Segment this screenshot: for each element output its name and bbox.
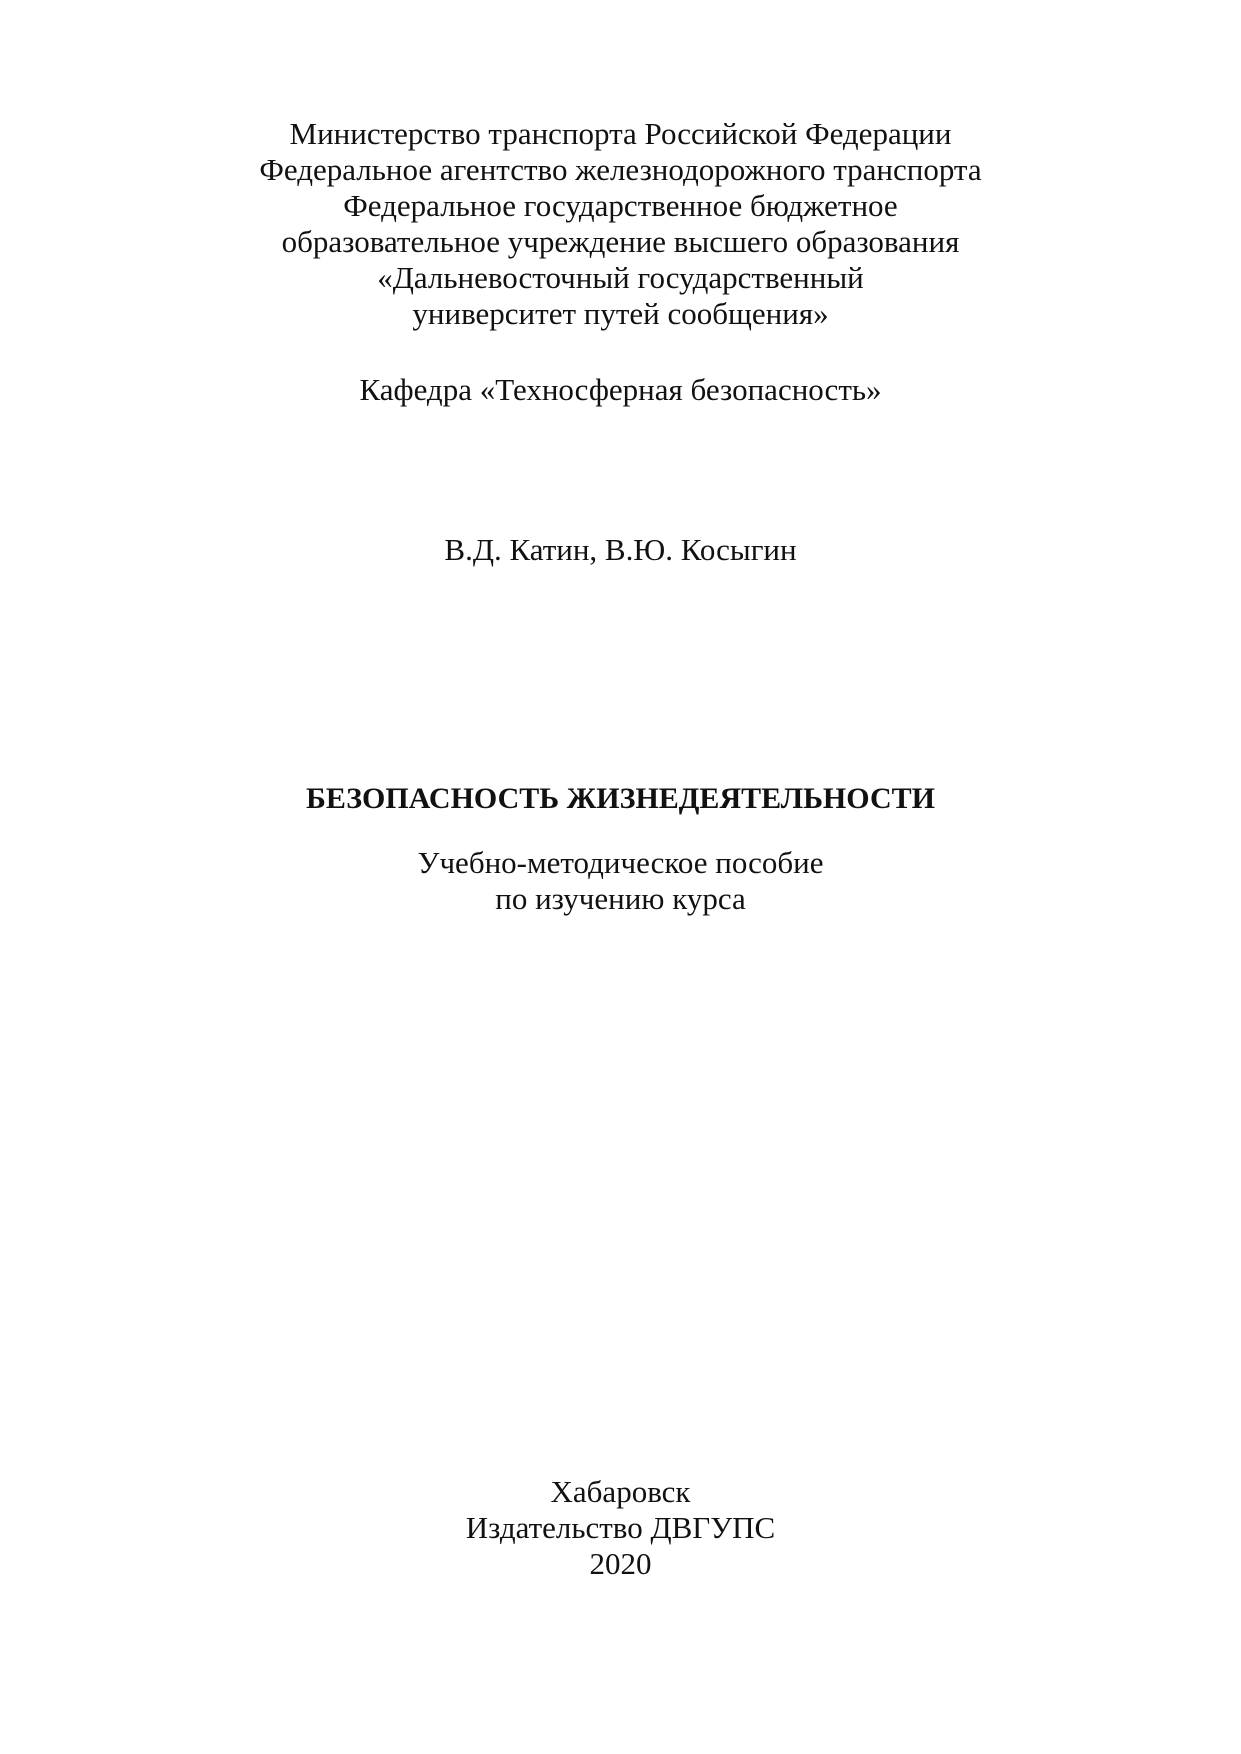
imprint-publisher: Издательство ДВГУПС <box>465 1510 776 1545</box>
institution-type-line-2: образовательное учреждение высшего образования <box>281 224 960 259</box>
imprint-city: Хабаровск <box>550 1474 691 1509</box>
imprint-year: 2020 <box>589 1546 652 1581</box>
department <box>0 372 1241 408</box>
document-title-text: БЕЗОПАСНОСТЬ ЖИЗНЕДЕЯТЕЛЬНОСТИ <box>306 782 935 815</box>
ministry-line: Министерство транспорта Российской Федерации <box>289 116 952 151</box>
authors <box>0 532 1241 568</box>
subtitle-line-1: Учебно-методическое пособие <box>417 845 824 880</box>
subtitle-line-2: по изучению курса <box>495 881 746 916</box>
author-names: В.Д. Катин, В.Ю. Косыгин <box>444 532 797 567</box>
university-name-line-2: университет путей сообщения» <box>412 296 829 331</box>
agency-line: Федеральное агентство железнодорожного транспорта <box>259 152 982 187</box>
university-name-line: «Дальневосточный государственный <box>377 260 864 295</box>
institution-type-line: Федеральное государственное бюджетное <box>343 188 898 223</box>
department-name: Кафедра «Техносферная безопасность» <box>359 372 882 407</box>
institution-header <box>0 116 1241 332</box>
document-title <box>0 781 1241 817</box>
document-subtitle <box>0 845 1241 917</box>
imprint <box>0 1474 1241 1582</box>
